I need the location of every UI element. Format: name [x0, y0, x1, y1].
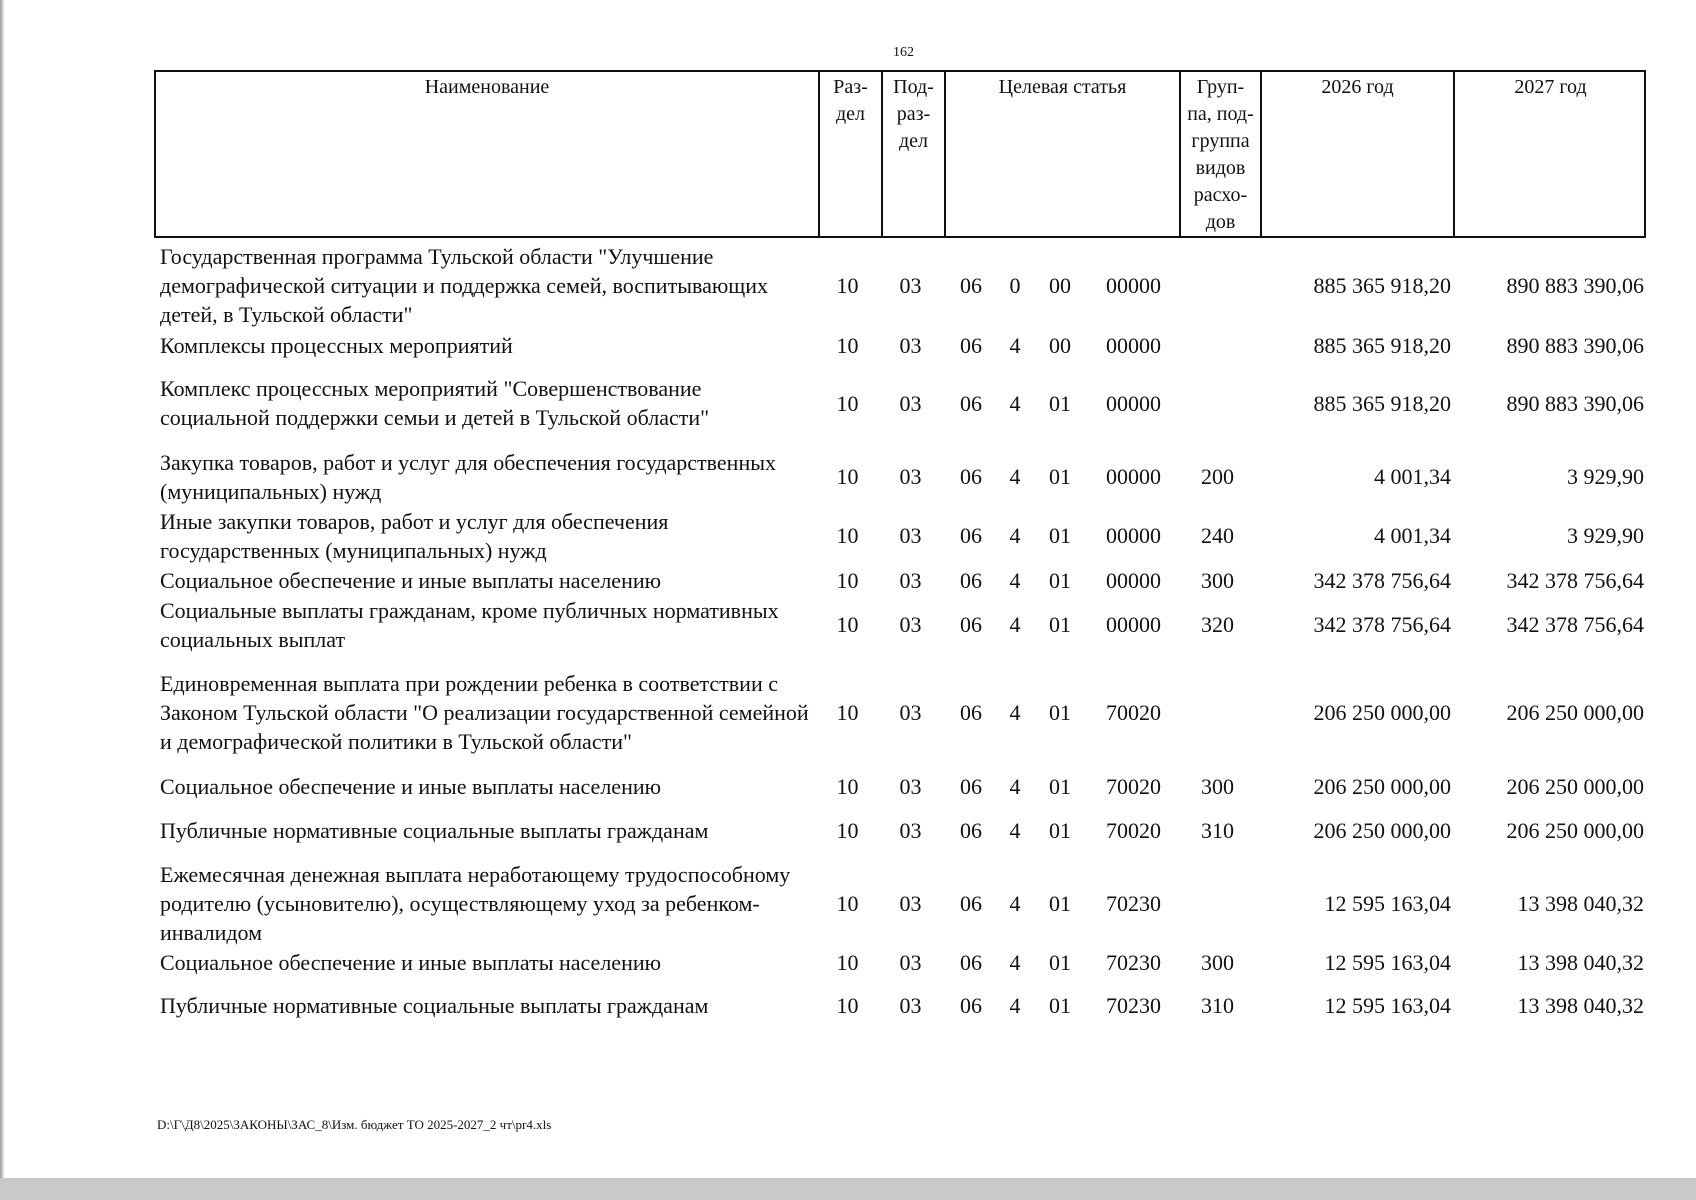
row-target-direction: 00000: [1106, 332, 1161, 358]
file-path-footer: D:\Г\Д8\2025\ЗАКОНЫ\ЗАС_8\Изм. бюджет ТО 2025-2027_2 чт\pr4.xls: [157, 1117, 552, 1132]
header-year-2026: 2026 год: [1260, 72, 1453, 236]
table-row: [154, 991, 1646, 1019]
table-row: [154, 331, 1646, 359]
table-row: [154, 860, 1646, 946]
row-amount-2026: 4 001,34: [1374, 464, 1451, 489]
row-podrazdel: 03: [899, 332, 922, 358]
row-name: Единовременная выплата при рождении ребенка в соответствии с Законом Тульской области "О реализации государственной семейной и демографической политики в Тульской области": [160, 670, 809, 754]
row-razdel: 10: [836, 992, 859, 1018]
row-target-element: 00: [1049, 332, 1071, 358]
row-target-program: 06: [960, 699, 982, 725]
row-podrazdel: 03: [899, 992, 922, 1018]
row-target-program: 06: [960, 817, 982, 843]
row-name: Комплексы процессных мероприятий: [160, 332, 513, 358]
table-row: [154, 448, 1646, 505]
row-amount-2027: 342 378 756,64: [1506, 567, 1644, 593]
row-target-direction: 00000: [1106, 464, 1161, 489]
row-target-type: 0: [1009, 273, 1021, 298]
row-razdel: 10: [836, 332, 859, 358]
row-razdel: 10: [836, 949, 859, 975]
header-year-2027: 2027 год: [1453, 72, 1646, 236]
row-target-program: 06: [960, 273, 982, 298]
row-target-program: 06: [960, 612, 982, 637]
row-target-type: 4: [1009, 949, 1021, 975]
row-target-element: 01: [1049, 890, 1071, 916]
row-name: Социальные выплаты гражданам, кроме публичных нормативных социальных выплат: [160, 597, 779, 652]
row-amount-2027: 890 883 390,06: [1506, 390, 1644, 416]
row-amount-2026: 342 378 756,64: [1313, 567, 1451, 593]
row-amount-2027: 3 929,90: [1567, 464, 1644, 489]
row-podrazdel: 03: [899, 949, 922, 975]
row-razdel: 10: [836, 699, 859, 725]
row-target-program: 06: [960, 949, 982, 975]
row-target-element: 00: [1049, 273, 1071, 298]
row-target-program: 06: [960, 332, 982, 358]
row-target-direction: 00000: [1106, 390, 1161, 416]
row-target-type: 4: [1009, 817, 1021, 843]
row-target-type: 4: [1009, 992, 1021, 1018]
row-name: Иные закупки товаров, работ и услуг для обеспечения государственных (муниципальных) нужд: [160, 508, 669, 563]
row-target-program: 06: [960, 773, 982, 799]
row-expense-group: 300: [1201, 567, 1234, 593]
table-row: [154, 816, 1646, 844]
row-razdel: 10: [836, 612, 859, 637]
row-razdel: 10: [836, 817, 859, 843]
row-name: Закупка товаров, работ и услуг для обеспечения государственных (муниципальных) нужд: [160, 449, 777, 504]
row-target-type: 4: [1009, 773, 1021, 799]
row-razdel: 10: [836, 273, 859, 298]
row-podrazdel: 03: [899, 523, 922, 548]
table-row: [154, 566, 1646, 594]
row-amount-2026: 885 365 918,20: [1313, 332, 1451, 358]
row-amount-2027: 342 378 756,64: [1506, 612, 1644, 637]
row-razdel: 10: [836, 523, 859, 548]
row-amount-2026: 885 365 918,20: [1313, 273, 1451, 298]
row-name: Социальное обеспечение и иные выплаты населению: [160, 949, 662, 975]
row-target-program: 06: [960, 390, 982, 416]
row-amount-2026: 206 250 000,00: [1313, 817, 1451, 843]
row-target-type: 4: [1009, 612, 1021, 637]
row-expense-group: 320: [1201, 612, 1234, 637]
row-podrazdel: 03: [899, 273, 922, 298]
row-amount-2026: 12 595 163,04: [1324, 890, 1451, 916]
row-amount-2027: 890 883 390,06: [1506, 273, 1644, 298]
row-amount-2027: 206 250 000,00: [1506, 817, 1644, 843]
row-razdel: 10: [836, 464, 859, 489]
row-target-element: 01: [1049, 992, 1071, 1018]
row-target-direction: 70230: [1106, 992, 1161, 1018]
row-target-program: 06: [960, 464, 982, 489]
header-podrazdel: Под- раз- дел: [881, 72, 944, 236]
row-razdel: 10: [836, 390, 859, 416]
header-expense-group: Груп- па, под- группа видов расхо- дов: [1179, 72, 1260, 236]
row-target-direction: 00000: [1106, 567, 1161, 593]
row-target-direction: 70020: [1106, 773, 1161, 799]
row-amount-2026: 206 250 000,00: [1313, 773, 1451, 799]
row-target-type: 4: [1009, 464, 1021, 489]
table-row: [154, 374, 1646, 432]
row-target-program: 06: [960, 890, 982, 916]
row-target-program: 06: [960, 992, 982, 1018]
row-target-type: 4: [1009, 523, 1021, 548]
row-target-direction: 70230: [1106, 890, 1161, 916]
row-target-element: 01: [1049, 817, 1071, 843]
row-amount-2027: 206 250 000,00: [1506, 773, 1644, 799]
table-row: [154, 243, 1646, 328]
row-amount-2026: 4 001,34: [1374, 523, 1451, 548]
row-name: Комплекс процессных мероприятий "Совершенствование социальной поддержки семьи и детей в Тульской области": [160, 376, 710, 430]
row-target-program: 06: [960, 523, 982, 548]
row-target-program: 06: [960, 567, 982, 593]
row-target-type: 4: [1009, 699, 1021, 725]
row-expense-group: [1177, 243, 1258, 328]
row-podrazdel: 03: [899, 612, 922, 637]
row-name: Социальное обеспечение и иные выплаты населению: [160, 773, 662, 799]
row-amount-2027: 13 398 040,32: [1517, 992, 1644, 1018]
row-target-element: 01: [1049, 699, 1071, 725]
row-amount-2026: 342 378 756,64: [1313, 612, 1451, 637]
row-amount-2026: 12 595 163,04: [1324, 992, 1451, 1018]
row-target-direction: 70020: [1106, 699, 1161, 725]
row-expense-group: 310: [1201, 817, 1234, 843]
row-target-type: 4: [1009, 390, 1021, 416]
header-name: Наименование: [424, 76, 550, 98]
row-target-element: 01: [1049, 523, 1071, 548]
row-target-direction: 00000: [1106, 523, 1161, 548]
row-target-direction: 00000: [1106, 612, 1161, 637]
row-amount-2026: 12 595 163,04: [1324, 949, 1451, 975]
row-target-type: 4: [1009, 332, 1021, 358]
row-expense-group: [1177, 331, 1258, 359]
table-row: [154, 948, 1646, 976]
row-target-type: 4: [1009, 890, 1021, 916]
row-amount-2026: 206 250 000,00: [1313, 699, 1451, 725]
row-name: Социальное обеспечение и иные выплаты населению: [160, 567, 662, 593]
row-expense-group: 300: [1201, 773, 1234, 799]
row-podrazdel: 03: [899, 567, 922, 593]
row-target-direction: 00000: [1106, 273, 1161, 298]
row-amount-2027: 890 883 390,06: [1506, 332, 1644, 358]
row-podrazdel: 03: [899, 464, 922, 489]
row-podrazdel: 03: [899, 890, 922, 916]
table-row: [154, 507, 1646, 564]
table-row: [154, 596, 1646, 653]
row-target-element: 01: [1049, 773, 1071, 799]
row-expense-group: 310: [1201, 992, 1234, 1018]
table-row: [154, 772, 1646, 800]
row-target-element: 01: [1049, 612, 1071, 637]
row-podrazdel: 03: [899, 390, 922, 416]
row-amount-2027: 206 250 000,00: [1506, 699, 1644, 725]
row-razdel: 10: [836, 773, 859, 799]
row-name: Публичные нормативные социальные выплаты гражданам: [160, 817, 709, 843]
row-razdel: 10: [836, 890, 859, 916]
row-expense-group: 300: [1201, 949, 1234, 975]
header-target-article: Целевая статья: [944, 72, 1179, 236]
page-edge: [0, 0, 4, 1178]
page-number: 162: [893, 45, 914, 60]
row-amount-2027: 13 398 040,32: [1517, 890, 1644, 916]
row-target-type: 4: [1009, 567, 1021, 593]
row-podrazdel: 03: [899, 699, 922, 725]
row-razdel: 10: [836, 567, 859, 593]
row-name: Ежемесячная денежная выплата неработающему трудоспособному родителю (усыновителю), осуществляющему уход за ребенком-инвалидом: [160, 861, 791, 945]
row-podrazdel: 03: [899, 773, 922, 799]
row-target-element: 01: [1049, 390, 1071, 416]
row-target-direction: 70230: [1106, 949, 1161, 975]
row-name: Публичные нормативные социальные выплаты гражданам: [160, 992, 709, 1018]
row-target-element: 01: [1049, 567, 1071, 593]
row-expense-group: [1177, 860, 1258, 946]
row-expense-group: 240: [1201, 523, 1234, 548]
row-target-element: 01: [1049, 949, 1071, 975]
row-amount-2027: 13 398 040,32: [1517, 949, 1644, 975]
row-expense-group: [1177, 374, 1258, 432]
header-razdel: Раз- дел: [818, 72, 881, 236]
table-header: [154, 70, 1646, 238]
row-expense-group: [1177, 669, 1258, 755]
row-expense-group: 200: [1201, 464, 1234, 489]
row-name: Государственная программа Тульской области "Улучшение демографической ситуации и поддержка семей, воспитывающих детей, в Тульской области": [160, 244, 768, 327]
row-podrazdel: 03: [899, 817, 922, 843]
row-target-element: 01: [1049, 464, 1071, 489]
row-target-direction: 70020: [1106, 817, 1161, 843]
table-row: [154, 669, 1646, 755]
row-amount-2027: 3 929,90: [1567, 523, 1644, 548]
row-amount-2026: 885 365 918,20: [1313, 390, 1451, 416]
